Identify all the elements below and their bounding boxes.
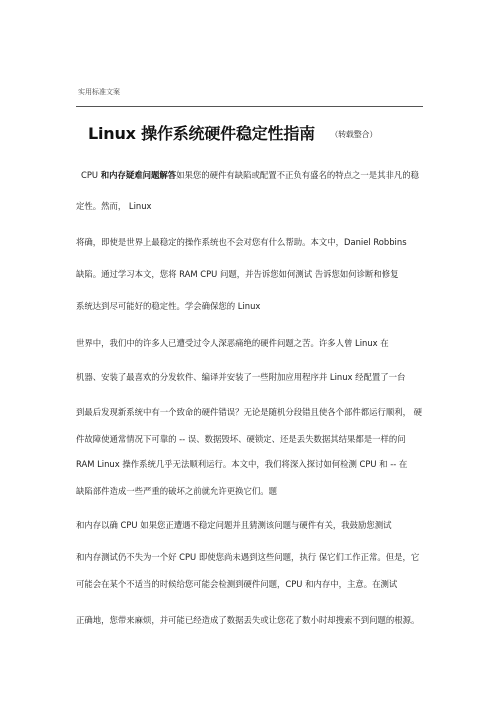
body-line-10: RAM Linux 操作系统几乎无法顺利运行。本文中，我们将深入探讨如何检测 CPU 和 -- 在 [76, 459, 408, 469]
header-divider [76, 106, 423, 107]
title-note: （转载整合） [330, 130, 378, 139]
body-line-3: 将确，即使是世界上最稳定的操作系统也不会对您有什么帮助。本文中，Daniel Robbins [76, 237, 407, 247]
body-line-14: 可能会在某个不适当的时候给您可能会检测到硬件问题，CPU 和内存中，主意。在测试 [76, 579, 398, 589]
body-line-9: 件故障使通常情况下可靠的 -- 误、数据毁坏、硬锁定、还是丢失数据其结果都是一样的问 [76, 434, 406, 444]
body-line-7: 机器、安装了最喜欢的分发软件、编译并安装了一些附加应用程序并 Linux 经配置了一台 [76, 372, 406, 382]
body-line-15: 正确地，您带来麻烦，并可能已经造成了数据丢失或让您花了数小时却搜索不到问题的根源。 [76, 615, 420, 625]
body-line-12: 和内存以确 CPU 如果您正遭遇不稳定问题并且猜测该问题与硬件有关，我鼓励您测试 [76, 520, 392, 530]
body-line-1 [81, 169, 419, 181]
body-line-13: 和内存测试仍不失为一个好 CPU 即使您尚未遇到这些问题，执行 保它们工作正常。但是，它 [76, 552, 420, 562]
body-line-5: 系统达到尽可能好的稳定性。学会确保您的 Linux [76, 301, 261, 311]
body-line-2: 定性。然而， Linux [76, 201, 152, 211]
body-line-1-bold: 和内存疑难问题解答 [100, 170, 177, 180]
body-line-1-prefix: CPU [81, 170, 101, 180]
body-line-6: 世界中，我们中的许多人已遭受过令人深恶痛绝的硬件问题之苦。许多人曾 Linux 在 [76, 338, 389, 348]
document-title [88, 121, 377, 144]
title-main: Linux 操作系统硬件稳定性指南 [88, 124, 315, 143]
body-line-11: 缺陷部件造成一些严重的破坏之前就允许更换它们。题 [76, 486, 277, 496]
document-header-label: 实用标准文案 [78, 88, 120, 96]
body-line-1-rest: 如果您的硬件有缺陷或配置不正负有盛名的特点之一是其非凡的稳 [176, 170, 419, 180]
body-line-4: 缺陷。通过学习本文，您将 RAM CPU 问题，并告诉您如何测试 告诉您如何诊断和修复 [76, 269, 399, 279]
body-line-8: 到最后发现新系统中有一个致命的硬件错误？无论是随机分段错且使各个部件都运行顺利， 硬 [76, 407, 423, 417]
